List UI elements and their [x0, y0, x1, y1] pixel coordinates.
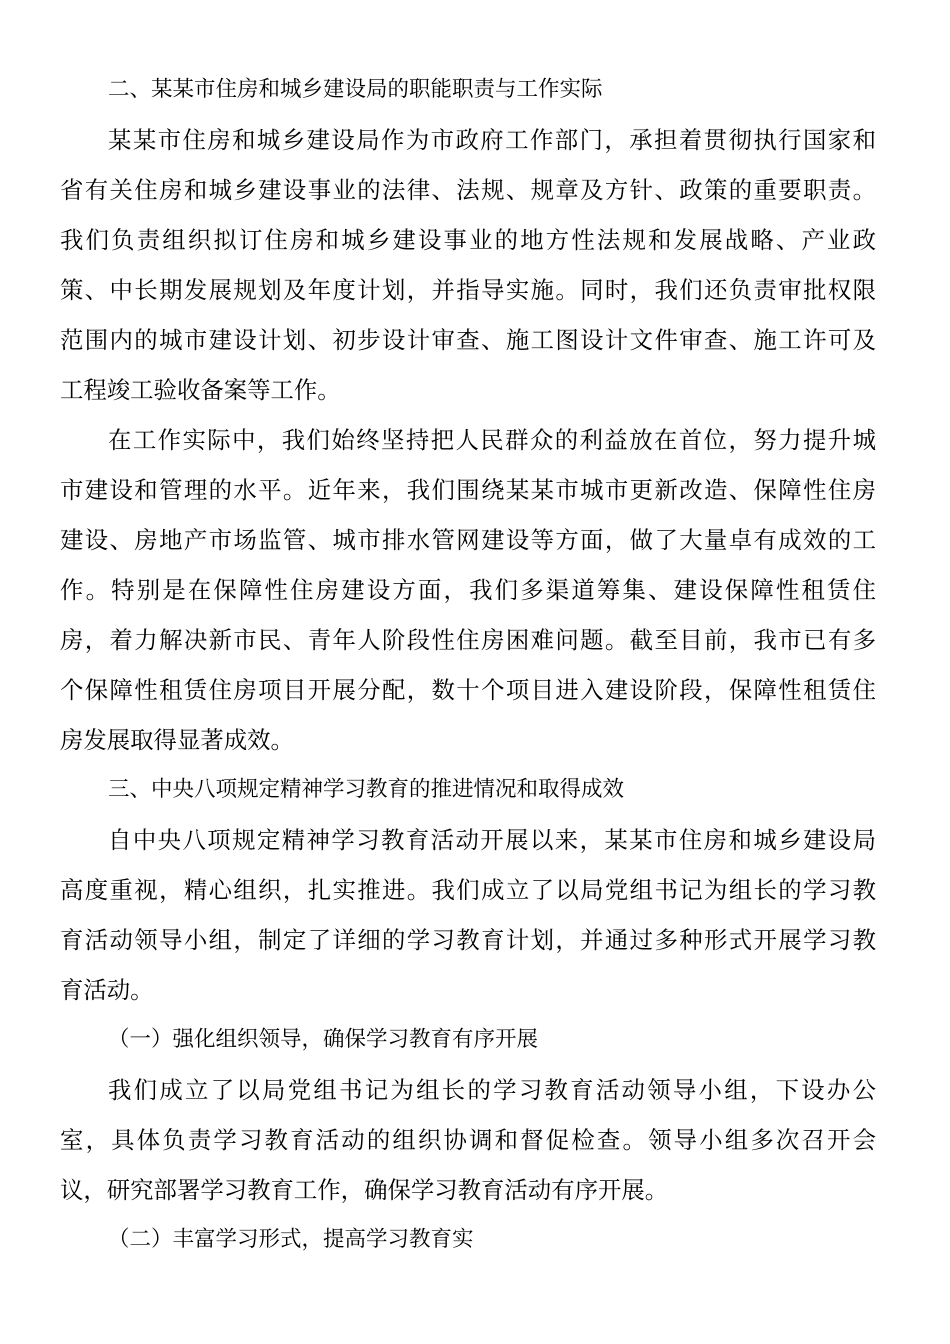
text-line: 议，研究部署学习教育工作，确保学习教育活动有序开展。: [60, 1176, 669, 1204]
section-heading: 三、中央八项规定精神学习教育的推进情况和取得成效: [108, 777, 625, 802]
text-line: 高度重视，精心组织，扎实推进。我们成立了以局党组书记为组长的学习教: [60, 876, 876, 904]
paragraph: [60, 815, 876, 1015]
text-line: 作。特别是在保障性住房建设方面，我们多渠道筹集、建设保障性租赁住: [60, 576, 876, 604]
text-line: 某某市住房和城乡建设局作为市政府工作部门，承担着贯彻执行国家和: [108, 126, 876, 154]
text-line: 我们成立了以局党组书记为组长的学习教育活动领导小组，下设办公: [108, 1076, 876, 1104]
section-heading: 二、某某市住房和城乡建设局的职能职责与工作实际: [108, 77, 603, 102]
paragraph: [60, 115, 876, 415]
text-line: 育活动领导小组，制定了详细的学习教育计划，并通过多种形式开展学习教: [60, 926, 876, 954]
text-line: 个保障性租赁住房项目开展分配，数十个项目进入建设阶段，保障性租赁住: [60, 676, 876, 704]
text-line: 房，着力解决新市民、青年人阶段性住房困难问题。截至目前，我市已有多: [60, 626, 876, 654]
subsection-heading: （二）丰富学习形式，提高学习教育实: [108, 1227, 474, 1252]
paragraph: [60, 1065, 876, 1215]
subsection-heading: （一）强化组织领导，确保学习教育有序开展: [108, 1027, 539, 1052]
text-line: 建设、房地产市场监管、城市排水管网建设等方面，做了大量卓有成效的工: [60, 526, 876, 554]
text-line: 房发展取得显著成效。: [60, 726, 294, 754]
paragraph: [60, 415, 876, 765]
text-line: 自中央八项规定精神学习教育活动开展以来，某某市住房和城乡建设局: [108, 826, 876, 854]
document-page: [60, 65, 876, 1265]
text-line: 在工作实际中，我们始终坚持把人民群众的利益放在首位，努力提升城: [108, 426, 876, 454]
text-line: 范围内的城市建设计划、初步设计审查、施工图设计文件审查、施工许可及: [60, 326, 876, 354]
text-line: 我们负责组织拟订住房和城乡建设事业的地方性法规和发展战略、产业政: [60, 226, 876, 254]
text-line: 室，具体负责学习教育活动的组织协调和督促检查。领导小组多次召开会: [60, 1126, 876, 1154]
text-line: 省有关住房和城乡建设事业的法律、法规、规章及方针、政策的重要职责。: [60, 176, 876, 204]
text-line: 育活动。: [60, 976, 154, 1004]
text-line: 工程竣工验收备案等工作。: [60, 376, 341, 404]
text-line: 市建设和管理的水平。近年来，我们围绕某某市城市更新改造、保障性住房: [60, 476, 876, 504]
text-line: 策、中长期发展规划及年度计划，并指导实施。同时，我们还负责审批权限: [60, 276, 876, 304]
